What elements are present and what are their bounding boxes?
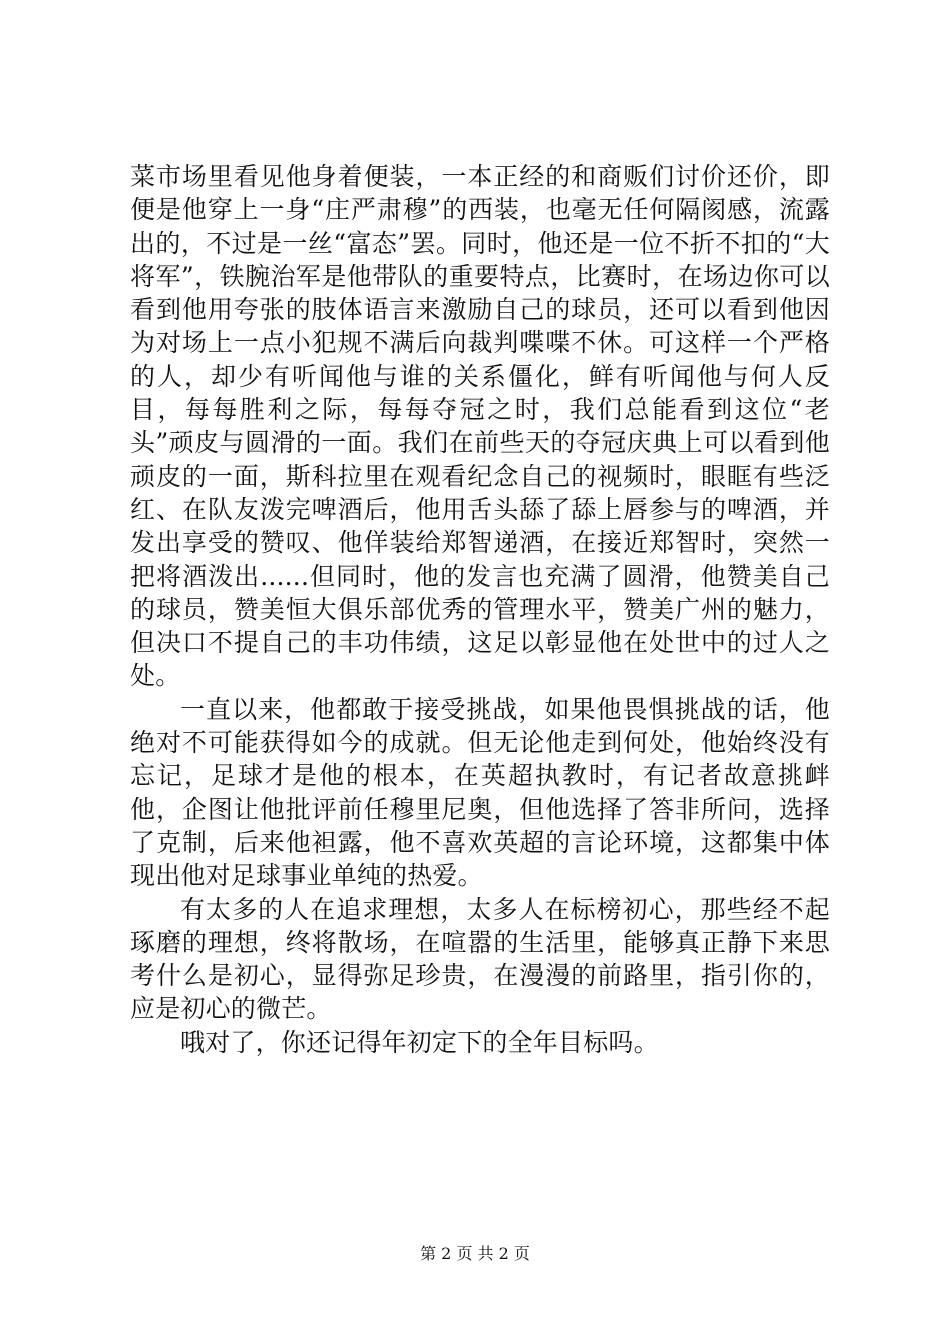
paragraph-2: 一直以来，他都敢于接受挑战，如果他畏惧挑战的话，他绝对不可能获得如今的成就。但无论他走到何处，他始终没有忘记，足球才是他的根本，在英超执教时，有记者故意挑衅他，企图让他批评前任穆里尼奥，但他选择了答非所问，选择了克制，后来他袒露，他不喜欢英超的言论环境，这都集中体现出他对足球事业单纯的热爱。: [130, 694, 830, 891]
paragraph-4: 哦对了，你还记得年初定下的全年目标吗。: [180, 1027, 659, 1057]
paragraph-3: 有太多的人在追求理想，太多人在标榜初心，那些经不起琢磨的理想，终将散场，在喧嚣的生活里，能够真正静下来思考什么是初心，显得弥足珍贵，在漫漫的前路里，指引你的，应是初心的微芒。: [130, 894, 830, 1024]
page-number-footer: 第 2 页 共 2 页: [420, 1244, 530, 1263]
document-body: [130, 160, 830, 1059]
paragraph-1: 菜市场里看见他身着便装，一本正经的和商贩们讨价还价，即便是他穿上一身“庄严肃穆”的西装，也毫无任何隔阂感，流露出的，不过是一丝“富态”罢。同时，他还是一位不折不扣的“大将军”，铁腕治军是他带队的重要特点，比赛时，在场边你可以看到他用夸张的肢体语言来激励自己的球员，还可以看到他因为对场上一点小犯规不满后向裁判喋喋不休。可这样一个严格的人，却少有听闻他与谁的关系僵化，鲜有听闻他与何人反目，每每胜利之际，每每夺冠之时，我们总能看到这位“老头”顽皮与圆滑的一面。我们在前些天的夺冠庆典上可以看到他顽皮的一面，斯科拉里在观看纪念自己的视频时，眼眶有些泛红、在队友泼完啤酒后，他用舌头舔了舔上唇参与的啤酒，并发出享受的赞叹、他佯装给郑智递酒，在接近郑智时，突然一把将酒泼出......但同时，他的发言也充满了圆滑，他赞美自己的球员，赞美恒大俱乐部优秀的管理水平，赞美广州的魅力，但决口不提自己的丰功伟绩，这足以彰显他在处世中的过人之处。: [130, 162, 830, 691]
